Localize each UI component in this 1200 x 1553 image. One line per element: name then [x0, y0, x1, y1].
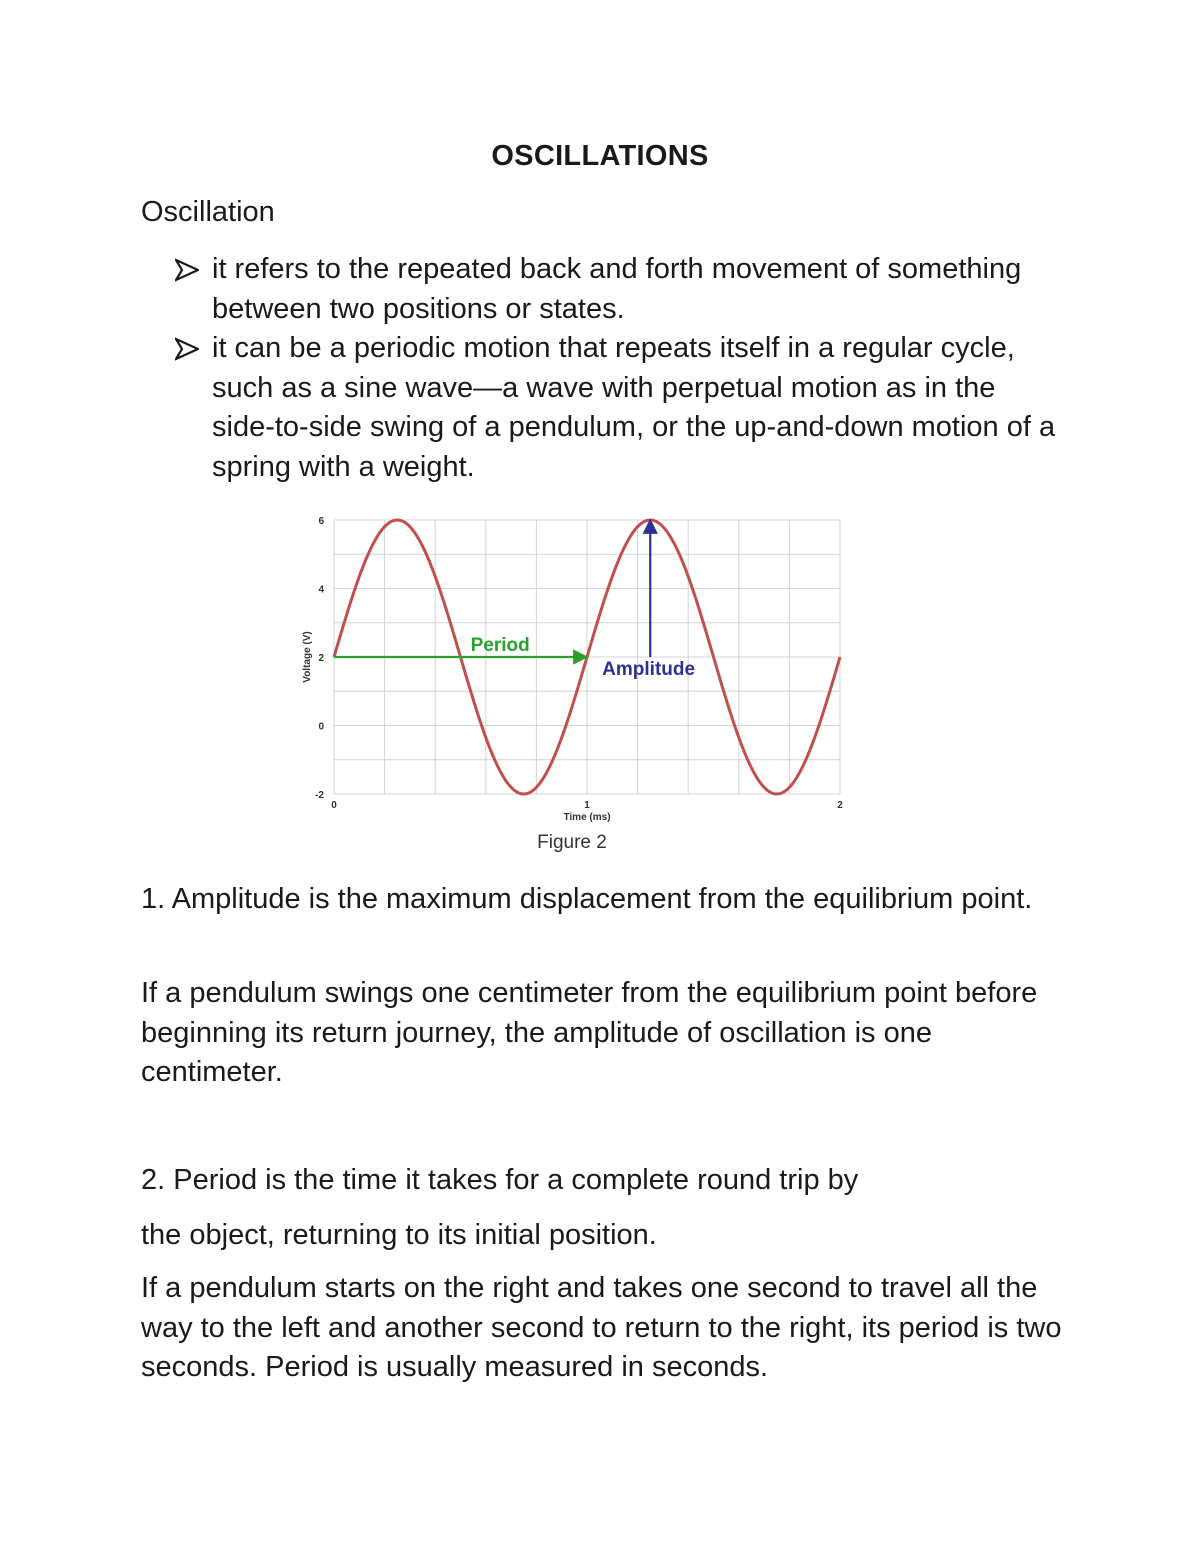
chart-ticks: [315, 516, 843, 811]
y-axis-label: Voltage (V): [302, 631, 313, 683]
y-tick-label: 2: [318, 653, 324, 664]
y-tick-label: 4: [318, 584, 324, 596]
bullet-text: it refers to the repeated back and forth movement of something between two positions or states.: [212, 253, 1022, 325]
period-definition: 2. Period is the time it takes for a complete round trip by: [141, 1164, 859, 1196]
x-tick-label: 0: [331, 800, 337, 811]
page-title: OSCILLATIONS: [491, 140, 709, 172]
x-tick-label: 2: [837, 800, 843, 811]
section-heading: Oscillation: [141, 196, 275, 228]
bullet-text: it can be a periodic motion that repeats itself in a regular cycle, such as a sine wave—a wave with perpetual motion as in the side-to-side swing of a pendulum, or the up-and-down motion of a spring with a weight.: [212, 332, 1056, 483]
y-tick-label: -2: [315, 790, 324, 801]
period-label: Period: [470, 635, 530, 656]
amplitude-definition: 1. Amplitude is the maximum displacement from the equilibrium point.: [141, 883, 1033, 915]
x-tick-label: 1: [584, 800, 590, 811]
sine-wave-figure: [296, 506, 852, 856]
bullet-item: [141, 250, 1061, 329]
arrowhead-bullet-icon: [175, 337, 199, 361]
y-tick-label: 0: [318, 721, 324, 733]
amplitude-label: Amplitude: [602, 659, 696, 680]
bullet-item: [141, 329, 1061, 487]
x-axis-label: Time (ms): [563, 812, 611, 823]
period-example: If a pendulum starts on the right and takes one second to travel all the way to the left and another second to return to the right, its period is two seconds. Period is usually measured in seconds.: [141, 1272, 1062, 1383]
amplitude-example: If a pendulum swings one centimeter from the equilibrium point before beginning its return journey, the amplitude of oscillation is one centimeter.: [141, 977, 1038, 1088]
arrowhead-bullet-icon: [175, 258, 199, 282]
bullet-list: [141, 250, 1061, 487]
y-tick-label: 6: [318, 516, 324, 527]
period-definition-continued: the object, returning to its initial position.: [141, 1219, 657, 1251]
figure-caption: Figure 2: [537, 832, 607, 853]
